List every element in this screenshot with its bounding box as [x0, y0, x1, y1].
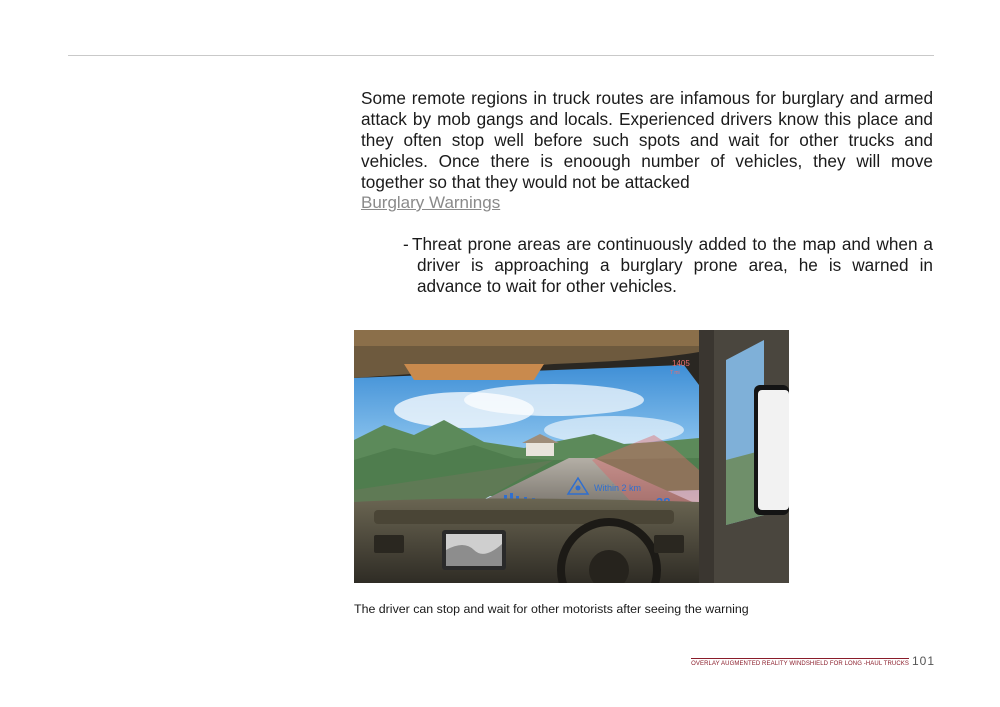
body-paragraph: Some remote regions in truck routes are infamous for burglary and armed attack by mob gangs and locals. Experienced drivers know this place and they often stop well before such spots and wait for other trucks and vehicles. Once there is enoough number of vehicles, they will move together so that they would not be attacked — [361, 88, 933, 192]
figure-caption: The driver can stop and wait for other motorists after seeing the warning — [354, 602, 749, 616]
hud-top-right: 1405 — [672, 359, 690, 368]
section-heading: Burglary Warnings — [361, 193, 501, 212]
hud-warning-text: Within 2 km — [594, 483, 642, 493]
bullet-text: Threat prone areas are continuously added to the map and when a driver is approaching a burglary prone area, he is warned in advance to wait for other vehicles. — [412, 234, 933, 296]
bullet-dash: - — [403, 234, 409, 254]
page-footer — [691, 655, 935, 667]
page-number: 101 — [911, 654, 935, 668]
truck-cab-figure — [354, 330, 789, 583]
bullet-item — [403, 234, 933, 297]
warning-triangle-icon-dot — [576, 486, 581, 491]
footer-title: OVERLAY AUGMENTED REALITY WINDSHIELD FOR LONG -HAUL TRUCKS — [691, 658, 909, 667]
top-rule — [68, 55, 934, 56]
hud-top-right-sub: T mi — [670, 370, 680, 376]
figure-illustration — [354, 330, 789, 583]
